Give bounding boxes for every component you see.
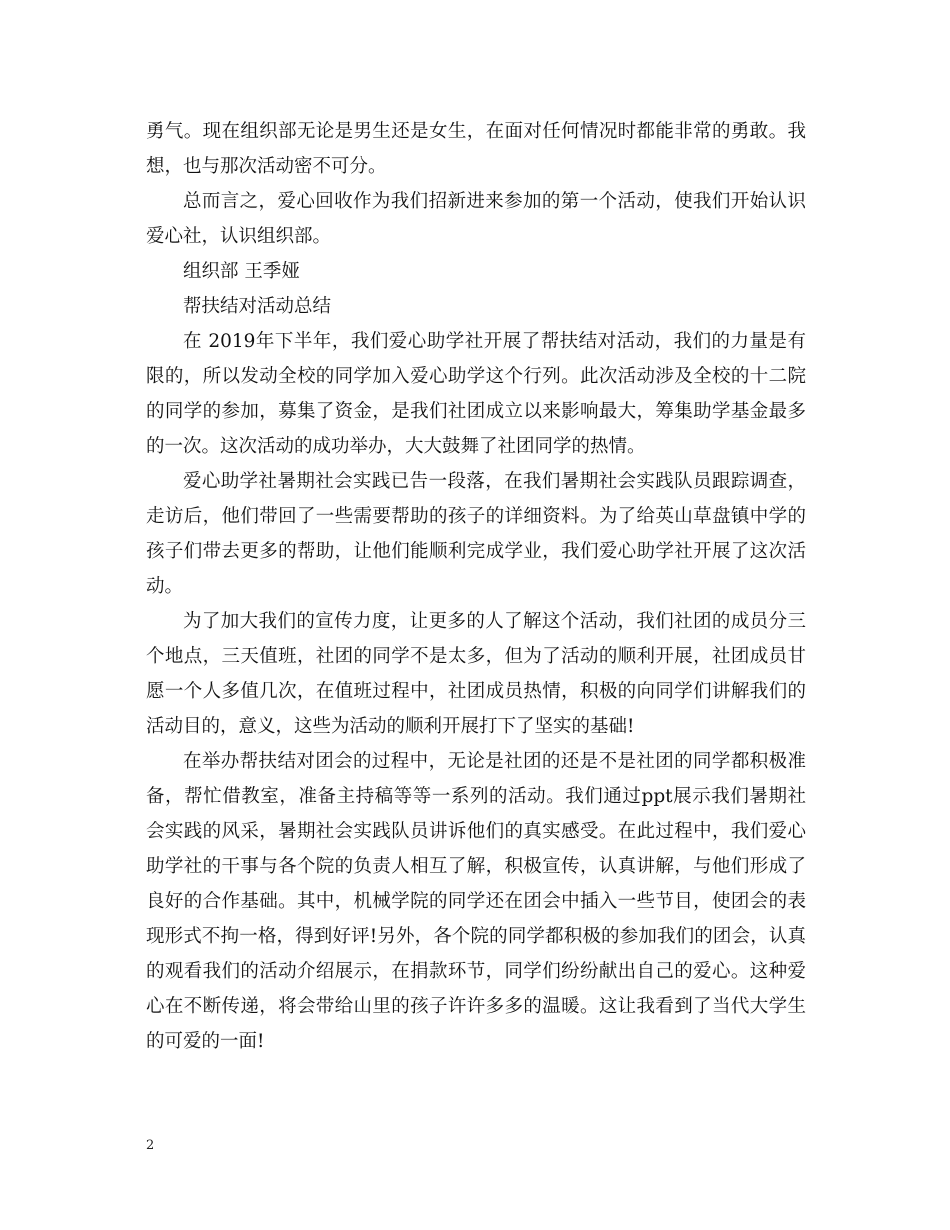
author-line: 组织部 王季娅	[183, 261, 300, 282]
page-number: 2	[146, 1138, 155, 1153]
paragraph-7: 为了加大我们的宣传力度，让更多的人了解这个活动，我们社团的成员分三个地点，三天值班，社团的同学不是太多，但为了活动的顺利开展，社团成员甘愿一个人多值几次，在值班过程中，社团成员热情，积极的向同学们讲解我们的活动目的，意义，这些为活动的顺利开展打下了坚实的基础!	[146, 611, 806, 737]
section-title: 帮扶结对活动总结	[183, 296, 332, 317]
document-body	[146, 114, 806, 1059]
paragraph-1: 勇气。现在组织部无论是男生还是女生，在面对任何情况时都能非常的勇敢。我想，也与那次活动密不可分。	[146, 121, 806, 177]
paragraph-2: 总而言之，爱心回收作为我们招新进来参加的第一个活动，使我们开始认识爱心社，认识组织部。	[146, 191, 806, 247]
paragraph-5: 在 2019年下半年，我们爱心助学社开展了帮扶结对活动，我们的力量是有限的，所以发动全校的同学加入爱心助学这个行列。此次活动涉及全校的十二院的同学的参加，募集了资金，是我们社团成立以来影响最大，筹集助学基金最多的一次。这次活动的成功举办，大大鼓舞了社团同学的热情。	[146, 331, 806, 457]
paragraph-6: 爱心助学社暑期社会实践已告一段落，在我们暑期社会实践队员跟踪调查，走访后，他们带回了一些需要帮助的孩子的详细资料。为了给英山草盘镇中学的孩子们带去更多的帮助，让他们能顺利完成学业，我们爱心助学社开展了这次活动。	[146, 471, 806, 597]
paragraph-8: 在举办帮扶结对团会的过程中，无论是社团的还是不是社团的同学都积极准备，帮忙借教室，准备主持稿等等一系列的活动。我们通过ppt展示我们暑期社会实践的风采，暑期社会实践队员讲诉他们的真实感受。在此过程中，我们爱心助学社的干事与各个院的负责人相互了解，积极宣传，认真讲解，与他们形成了良好的合作基础。其中，机械学院的同学还在团会中插入一些节目，使团会的表现形式不拘一格，得到好评!另外，各个院的同学都积极的参加我们的团会，认真的观看我们的活动介绍展示，在捐款环节，同学们纷纷献出自己的爱心。这种爱心在不断传递，将会带给山里的孩子许许多多的温暖。这让我看到了当代大学生的可爱的一面!	[146, 751, 806, 1052]
